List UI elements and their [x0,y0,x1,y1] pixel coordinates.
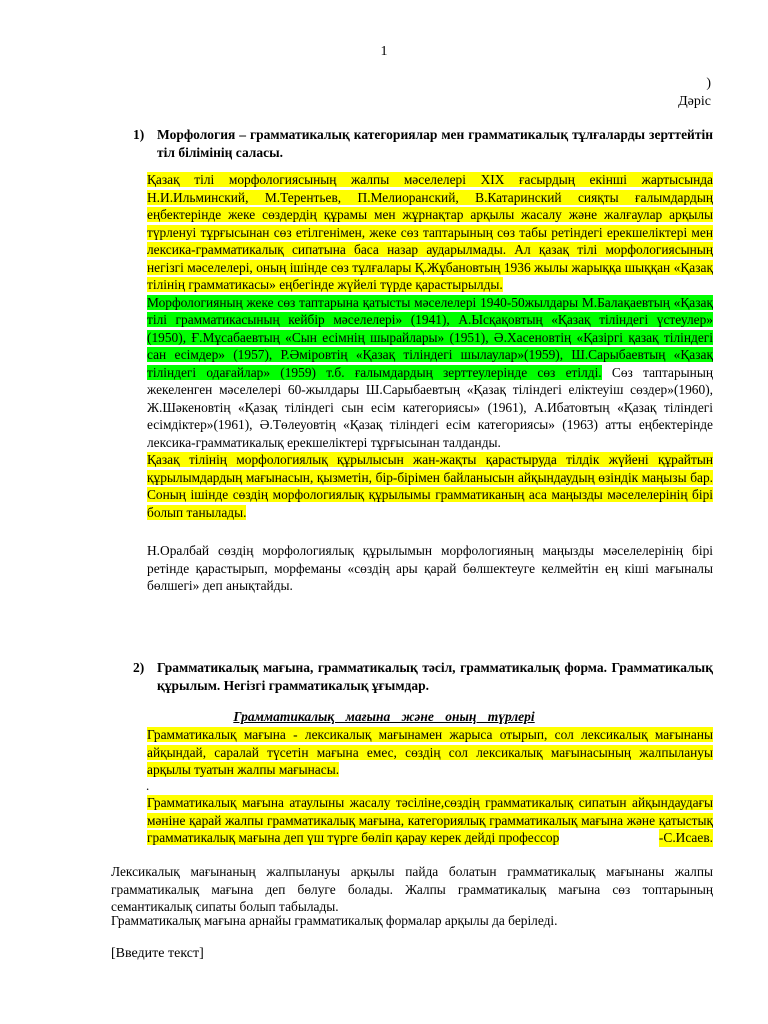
section-heading-2 [133,659,713,695]
page-number: 1 [380,44,388,59]
paragraph-definition [111,726,713,779]
paragraph-forms: Грамматикалық мағына арнайы грамматикалық формалар арқылы да беріледі. [111,913,558,928]
section-heading-1 [133,126,713,162]
section-title-2: Грамматикалық мағына, грамматикалық тәсіл, грамматикалық форма. Грамматикалық құрылым. Негізгі грамматикалық ұғымдар. [157,660,713,693]
stray-dot: . [146,778,150,793]
section-title-1: Морфология – грамматикалық категориялар мен грамматикалық тұлғаларды зерттейтін тіл білімінің саласы. [157,127,713,160]
author-name: -С.Исаев. [658,830,713,845]
paragraph-morphology-structure: Қазақ тілінің морфологиялық құрылысын жан-жақты қарастыруда тілдік жүйені құрайтын құрылымдардың мағынасын, қызметін, бір-бірімен байланысын айқындаудың өзіндік маңызы бар. Соның ішінде сөздің морфологиялық құрылымы грамматиканың аса маңызды мәселелерінің бірі болып танылады. [147,452,713,520]
subsection-title-text: Грамматикалық мағына және оның түрлері [233,709,535,724]
paragraph-general-meaning: Лексикалық мағынаның жалпылануы арқылы пайда болатын грамматикалық мағынаны жалпы грамматикалық мағына деп бөлуге болады. Жалпы грамматикалық мағына сөз топтарының семантикалық сипаты болып табылады. [111,864,713,914]
footer-placeholder[interactable]: [Введите текст] [111,946,204,961]
paragraph-classification-text: Грамматикалық мағына атаулыны жасалу тәсіліне,сөздің грамматикалық сипатын айқындаудағы мәніне қарай жалпы грамматикалық мағына, категориялық грамматикалық мағына және қатыстық грамматикалық мағына деп үш түрге бөліп қарау керек дейді профессор [147,795,713,845]
paragraph-works-highlighted: Морфологияның жеке сөз таптарына қатысты мәселелері 1940-50жылдары М.Балақаевтың «Қазақ тілі грамматикасының кейбір мәселелері» (1941), А.Ысқақовтың «Қазақ тіліндегі үстеулер» (1950), Ғ.Мұсабаевтың «Сын есімнің шырайлары» (1951), Ә.Хасеновтің «Қазіргі қазақ тіліндегі сан есімдер» (1957), Р.Әміровтің «Қазақ тіліндегі шылаулар»(1959), Ш.Сарыбаевтың «Қазақ тіліндегі одағайлар» (1959) т.б. ғалымдардың зерттеулерінде сөз етілді. [147,294,713,380]
paragraph-definition-text: Грамматикалық мағына - лексикалық мағынамен жарыса отырып, сол лексикалық мағынаны айқындай, саралай түсетін мағына емес, сөздің сол лексикалық мағынасының жалпылануы арқылы туатын жалпы мағынасы. [147,727,713,777]
paragraph-oralbai [111,542,713,595]
paragraph-history: Қазақ тілі морфологиясының жалпы мәселелері XIX ғасырдың екінші жартысында Н.И.Ильминский, М.Терентьев, П.Мелиоранский, В.Катаринский сияқты ғалымдардың еңбектерінде жеке сөздердің құрамы мен жұрнақтар арқылы жасалу және жалғаулар арқылы түрленуі тұрғысынан сөз етілгенімен, жеке сөз таптарының сөз табы ретіндегі ерекшеліктері мен лексика-грамматикалық сипатына баса назар аударылмады. Ал қазақ тілі морфологиясының негізгі мәселелері, оның ішінде сөз тұлғалары Қ.Жұбановтың 1936 жылы жарыққа шыққан «Қазақ тілінің грамматикасы» еңбегінде жүйелі түрде қарастырылды. [147,172,713,292]
subsection-title [0,709,768,725]
paragraph-works-plain: Сөз таптарының жекеленген мәселелері 60-жылдары Ш.Сарыбаевтың «Қазақ тіліндегі еліктеуіш сөздер»(1960), Ж.Шәкеновтің «Қазақ тіліндегі сын есім категориясы» (1961), А.Ибатовтың «Қазақ тіліндегі есімдіктер»(1961), Ә.Төлеуовтің «Қазақ тіліндегі есім категориясы» (1963) атты еңбектерінде лексика-грамматикалық ерекшеліктері тұрғысынан талданды. [147,364,713,450]
paragraph-oralbai-text: Н.Оралбай сөздің морфологиялық құрылымын морфологияның маңызды мәселелерінің бірі ретінде қарастырып, морфеманы «сөздің ары қарай бөлшектеуге келмейтін ең кіші мағыналы бөлшегі» деп анықтайды. [147,543,713,593]
section-number-2: 2) [133,660,145,675]
section-number-1: 1) [133,127,145,142]
paragraph-block-1 [111,171,713,521]
lecture-number: ) [706,76,711,91]
lecture-label: Дәріс [678,94,711,109]
paragraph-classification [111,794,713,847]
